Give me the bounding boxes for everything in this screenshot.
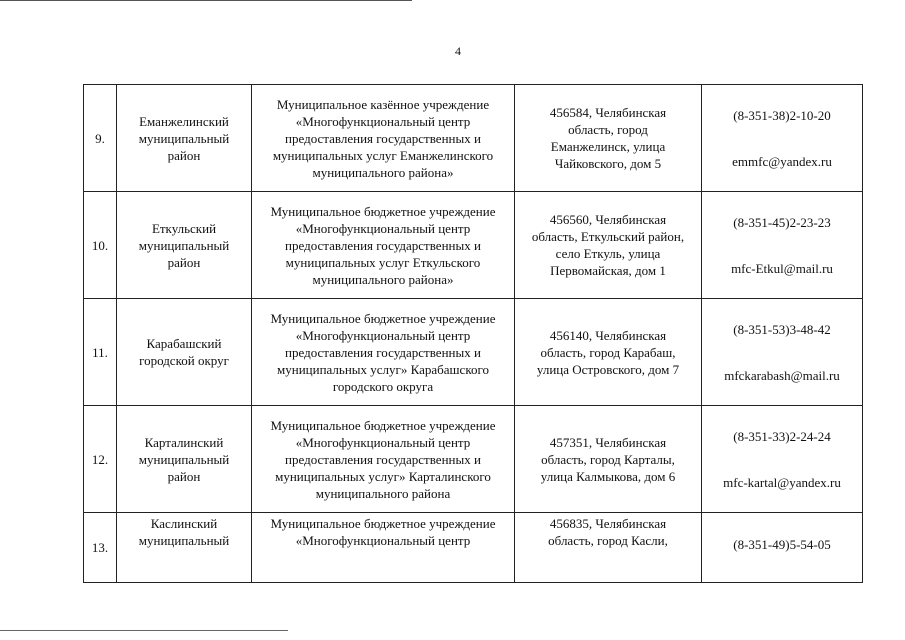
phone-number: (8-351-49)5-54-05 — [733, 537, 831, 552]
row-number: 13. — [84, 513, 117, 583]
address-cell: 457351, Челябинская область, город Карталы, улица Калмыкова, дом 6 — [515, 406, 702, 513]
organization-cell: Муниципальное бюджетное учреждение «Многофункциональный центр предоставления государственных и муниципальных услуг Еткульского муниципального района» — [252, 192, 515, 299]
phone-number: (8-351-53)3-48-42 — [733, 321, 831, 337]
email-address: emmfc@yandex.ru — [732, 153, 832, 169]
table-row — [84, 192, 863, 299]
district-cell: Еманжелинский муниципальный район — [117, 85, 252, 192]
address-cell: 456835, Челябинская область, город Касли, — [515, 513, 702, 583]
contact-cell — [702, 406, 863, 513]
contact-cell — [702, 85, 863, 192]
email-address: mfckarabash@mail.ru — [724, 367, 840, 383]
district-cell: Еткульский муниципальный район — [117, 192, 252, 299]
phone-number: (8-351-45)2-23-23 — [733, 214, 831, 230]
table-row — [84, 299, 863, 406]
table-row — [84, 513, 863, 583]
table-row — [84, 406, 863, 513]
organization-cell: Муниципальное бюджетное учреждение «Многофункциональный центр предоставления государственных и муниципальных услуг» Карабашского городского округа — [252, 299, 515, 406]
organization-cell: Муниципальное казённое учреждение «Многофункциональный центр предоставления государственных и муниципальных услуг Еманжелинского муниципального района» — [252, 85, 515, 192]
address-cell: 456140, Челябинская область, город Карабаш, улица Островского, дом 7 — [515, 299, 702, 406]
phone-number: (8-351-38)2-10-20 — [733, 107, 831, 123]
contact-cell — [702, 299, 863, 406]
footnote-divider-line — [0, 630, 288, 631]
contact-cell — [702, 513, 863, 583]
district-cell: Каслинский муниципальный — [117, 513, 252, 583]
row-number: 11. — [84, 299, 117, 406]
table-row — [84, 85, 863, 192]
row-number: 12. — [84, 406, 117, 513]
email-address: mfc-kartal@yandex.ru — [723, 474, 841, 490]
mfc-registry-table — [83, 84, 863, 583]
row-number: 10. — [84, 192, 117, 299]
organization-cell: Муниципальное бюджетное учреждение «Многофункциональный центр — [252, 513, 515, 583]
row-number: 9. — [84, 85, 117, 192]
contact-cell — [702, 192, 863, 299]
organization-cell: Муниципальное бюджетное учреждение «Многофункциональный центр предоставления государственных и муниципальных услуг» Карталинского муниципального района — [252, 406, 515, 513]
district-cell: Карабашский городской округ — [117, 299, 252, 406]
phone-number: (8-351-33)2-24-24 — [733, 428, 831, 444]
address-cell: 456560, Челябинская область, Еткульский район, село Еткуль, улица Первомайская, дом 1 — [515, 192, 702, 299]
page-number: 4 — [455, 44, 461, 58]
top-divider-line — [0, 0, 412, 1]
email-address: mfc-Etkul@mail.ru — [731, 260, 833, 276]
address-cell: 456584, Челябинская область, город Еманжелинск, улица Чайковского, дом 5 — [515, 85, 702, 192]
district-cell: Карталинский муниципальный район — [117, 406, 252, 513]
